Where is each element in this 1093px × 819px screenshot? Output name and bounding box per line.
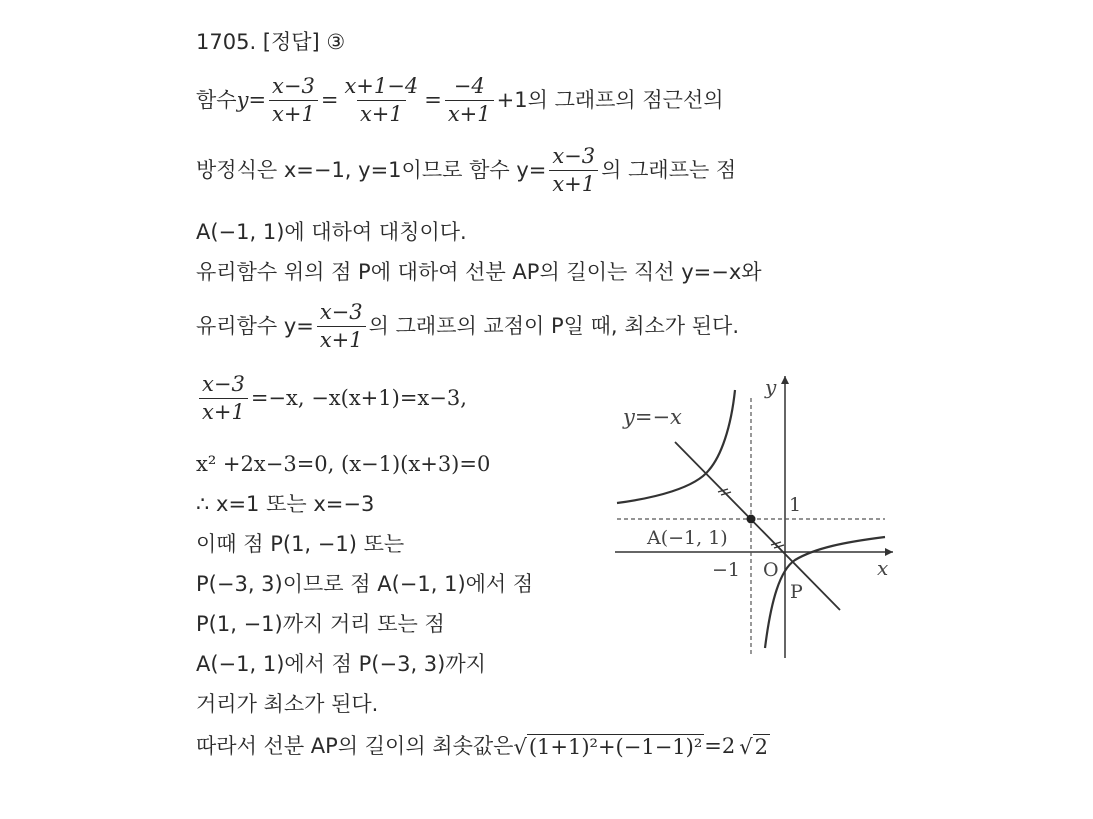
fraction: $\frac{x+1-4}{x+1}$: [344, 74, 419, 126]
tick-label-1: 1: [789, 494, 802, 516]
fraction: $\frac{-4}{x+1}$: [445, 76, 494, 125]
fraction: $\frac{x-3}{x+1}$: [269, 76, 318, 125]
line-3: A(−1, 1)에 대하여 대칭이다.: [196, 220, 467, 244]
line-13: 거리가 최소가 된다.: [196, 692, 379, 716]
origin-label: O: [763, 559, 779, 581]
line-10: P(−3, 3)이므로 점 A(−1, 1)에서 점: [196, 572, 534, 596]
line-2: 방정식은 x=−1, y=1이므로 함수 y= $\frac{x-3}{x+1}$ 의 그래프는 점: [196, 144, 737, 196]
fraction: $\frac{x-3}{x+1}$: [317, 302, 366, 351]
line-11: P(1, −1)까지 거리 또는 점: [196, 612, 445, 636]
fraction: $\frac{x-3}{x+1}$: [549, 146, 598, 195]
fraction: $\frac{x-3}{x+1}$: [199, 374, 248, 423]
x-axis-label: x: [877, 556, 889, 580]
line-label: y=−x: [623, 405, 682, 429]
line-9: 이때 점 P(1, −1) 또는: [196, 532, 405, 556]
point-a-label: A(−1, 1): [647, 527, 728, 549]
sqrt-expression: √ 2: [739, 735, 769, 759]
tick-label-neg1: −1: [712, 559, 741, 581]
sqrt-expression: √ (1+1)²+(−1−1)²: [513, 735, 703, 759]
line-6: $\frac{x-3}{x+1}$ =−x, −x(x+1)=x−3,: [196, 374, 467, 423]
answer-header: 1705. [정답] ③: [196, 30, 346, 54]
line-14: 따라서 선분 AP의 길이의 최솟값은 √ (1+1)²+(−1−1)² =2 √ 2: [196, 733, 769, 759]
line-12: A(−1, 1)에서 점 P(−3, 3)까지: [196, 652, 486, 676]
x-axis-arrow: [885, 548, 893, 556]
hyperbola-right-branch: [765, 537, 885, 648]
line-y-neg-x: [675, 442, 840, 610]
y-axis-arrow: [781, 376, 789, 384]
line-8: ∴ x=1 또는 x=−3: [196, 492, 375, 516]
y-axis-label: y: [765, 375, 777, 399]
line-5: 유리함수 y= $\frac{x-3}{x+1}$ 의 그래프의 교점이 P일 때, 최소가 된다.: [196, 300, 740, 352]
point-a: [747, 515, 756, 524]
line-7: x² +2x−3=0, (x−1)(x+3)=0: [196, 452, 491, 476]
point-p-label: P: [790, 581, 803, 603]
line-4: 유리함수 위의 점 P에 대하여 선분 AP의 길이는 직선 y=−x와: [196, 260, 762, 284]
graph-figure: [605, 370, 895, 660]
line-1: 함수 y= $\frac{x-3}{x+1}$ = $\frac{x+1-4}{x+1}$ = $\frac{-4}{x+1}$ +1의 그래프의 점근선의: [196, 74, 724, 126]
